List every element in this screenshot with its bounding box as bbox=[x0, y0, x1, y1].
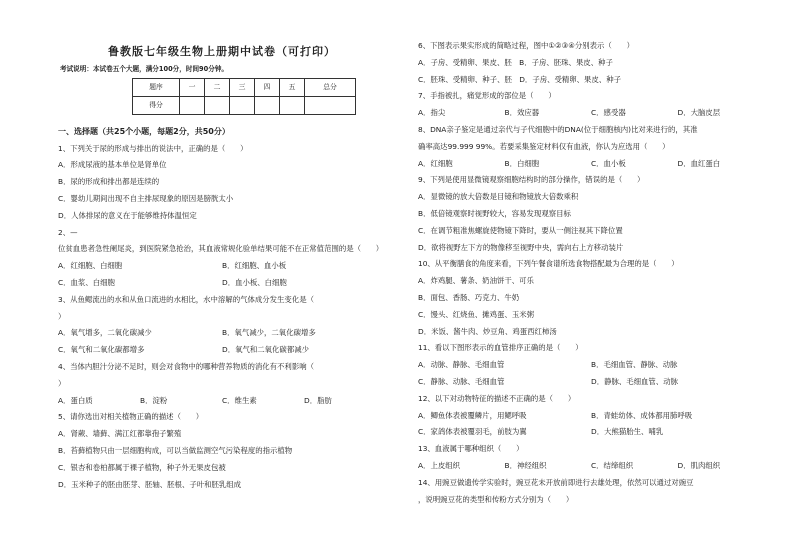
score-cell[interactable] bbox=[255, 96, 280, 114]
question-13-option-b: B．神经组织 bbox=[504, 460, 547, 470]
question-14: 14、用豌豆做遗传学实验时，豌豆花未开放前即进行去雄处理，依然可以通过对豌豆 bbox=[418, 477, 694, 487]
score-cell[interactable] bbox=[280, 96, 305, 114]
question-5-option-c: C．银杏和卷柏都属于裸子植物，种子外无果皮包被 bbox=[58, 462, 226, 472]
question-8-option-b: B．白细胞 bbox=[504, 158, 540, 168]
question-12-options-row bbox=[418, 408, 764, 425]
score-cell[interactable] bbox=[180, 96, 205, 114]
question-13-options-row bbox=[418, 458, 764, 475]
question-1-option-d: D．人体排尿的意义在于能够维持体温恒定 bbox=[58, 210, 197, 220]
question-7-option-b: B．效应器 bbox=[504, 108, 540, 118]
question-11-option-d: D．静脉、毛细血管、动脉 bbox=[591, 376, 678, 386]
question-13-option-d: D．肌肉组织 bbox=[677, 460, 721, 470]
question-13-option-c: C．结缔组织 bbox=[591, 460, 634, 470]
question-4-option-a: A．蛋白质 bbox=[58, 395, 93, 405]
question-2-options-row bbox=[58, 258, 386, 275]
question-8-option-d: D．血红蛋白 bbox=[677, 158, 721, 168]
question-7: 7、手指被扎，痛觉形成的部位是（ ） bbox=[418, 91, 556, 101]
question-12-options-row bbox=[418, 424, 764, 441]
question-2-stem: 位贫血患者急性阑尾炎，到医院紧急抢治，其血液常规化验单结果可能不在正常值范围的是（ ） bbox=[58, 244, 384, 254]
question-7-option-c: C．感受器 bbox=[591, 108, 626, 118]
question-10-option-a: A．炸鸡腿、薯条、奶油饼干、可乐 bbox=[418, 276, 534, 286]
question-11-options-row bbox=[418, 357, 764, 374]
question-2: 2、— bbox=[58, 227, 78, 237]
question-8-options-row bbox=[418, 156, 764, 173]
question-11-options-row bbox=[418, 374, 764, 391]
score-table-header-row bbox=[133, 79, 356, 97]
score-table-row bbox=[133, 96, 356, 114]
question-8: 8、DNA亲子鉴定是通过亲代与子代细胞中的DNA(位于细胞核内)比对来进行的，其准 bbox=[418, 124, 698, 134]
question-2-option-c: C．血浆、白细胞 bbox=[58, 277, 115, 287]
question-3: 3、从鱼鳃流出的水和从鱼口流进的水相比，水中溶解的气体成分发生变化是（ bbox=[58, 294, 314, 304]
question-4-option-d: D．脂肪 bbox=[304, 395, 332, 405]
question-10: 10、从平衡膳食的角度来看，下列午餐食谱所选食物搭配最为合理的是（ ） bbox=[418, 259, 679, 269]
question-3-options-row bbox=[58, 342, 386, 359]
question-2-options-row bbox=[58, 275, 386, 292]
question-4-option-c: C．维生素 bbox=[222, 395, 257, 405]
question-10-option-d: D．米饭、酱牛肉、炒豆角、鸡蛋西红柿汤 bbox=[418, 326, 557, 336]
question-3-options-row bbox=[58, 325, 386, 342]
question-4-options-row bbox=[58, 393, 386, 410]
score-row-label: 得分 bbox=[133, 96, 180, 114]
score-header-cell: 五 bbox=[280, 79, 305, 97]
right-column bbox=[418, 38, 764, 508]
question-9-option-d: D．欲将视野左下方的物像移至视野中央，需向右上方移动装片 bbox=[418, 242, 624, 252]
question-11: 11、看以下图形表示的血管排序正确的是（ ） bbox=[418, 343, 583, 353]
question-2-option-a: A．红细胞、白细胞 bbox=[58, 261, 123, 271]
question-4-end: ） bbox=[58, 378, 66, 388]
question-2-option-d: D．血小板、白细胞 bbox=[222, 277, 287, 287]
question-10-option-c: C．馒头、红烧鱼、摊鸡蛋、玉米粥 bbox=[418, 309, 535, 319]
question-9-option-a: A．显微镜的放大倍数是目镜和物镜放大倍数乘积 bbox=[418, 192, 579, 202]
score-cell[interactable] bbox=[205, 96, 230, 114]
question-2-option-b: B．红细胞、血小板 bbox=[222, 261, 287, 271]
question-12-option-d: D．大熊猫胎生、哺乳 bbox=[591, 427, 664, 437]
score-header-cell: 四 bbox=[255, 79, 280, 97]
question-8-option-c: C．血小板 bbox=[591, 158, 626, 168]
question-8-option-a: A．红细胞 bbox=[418, 158, 453, 168]
question-11-option-a: A．动脉、静脉、毛细血管 bbox=[418, 360, 505, 370]
question-13-option-a: A．上皮组织 bbox=[418, 460, 461, 470]
score-cell[interactable] bbox=[305, 96, 356, 114]
page-title: 鲁教版七年级生物上册期中试卷（可打印） bbox=[108, 45, 336, 58]
section-heading: 一、选择题（共25个小题，每题2分，共50分） bbox=[58, 126, 230, 136]
question-9: 9、下列是使用显微镜观察细胞结构时的部分操作，错误的是（ ） bbox=[418, 175, 645, 185]
question-8-cont: 确率高达99.999 99%。若要采集鉴定材料仅有血液，你认为应选用（ ） bbox=[418, 141, 670, 151]
question-6: 6、下图表示果实形成的简略过程，图中①②③④分别表示（ ） bbox=[418, 41, 634, 50]
question-11-option-b: B．毛细血管、静脉、动脉 bbox=[591, 360, 678, 370]
question-5-option-d: D．玉米种子的胚由胚芽、胚轴、胚根、子叶和胚乳组成 bbox=[58, 479, 242, 489]
score-header-cell: 三 bbox=[230, 79, 255, 97]
score-header-cell: 总分 bbox=[305, 79, 356, 97]
question-3-option-b: B．氧气减少，二氧化碳增多 bbox=[222, 328, 316, 338]
question-5-option-b: B．苔藓植物只由一层细胞构成，可以当做监测空气污染程度的指示植物 bbox=[58, 445, 293, 455]
exam-note: 考试说明：本试卷五个大题，满分100分，时间90分钟。 bbox=[60, 65, 229, 73]
question-4-option-b: B．淀粉 bbox=[140, 395, 168, 405]
question-5-option-a: A．肾蕨、墙藓、满江红都靠孢子繁殖 bbox=[58, 429, 182, 439]
question-1-option-c: C．婴幼儿期间出现不自主排尿现象的原因是膀胱太小 bbox=[58, 193, 234, 203]
question-3-end: ） bbox=[58, 311, 66, 321]
score-header-cell: 一 bbox=[180, 79, 205, 97]
question-3-option-d: D．氧气和二氧化碳都减少 bbox=[222, 345, 309, 355]
question-14-cont: ，说明豌豆花的类型和传粉方式分别为（ ） bbox=[418, 494, 574, 504]
score-cell[interactable] bbox=[230, 96, 255, 114]
question-6-options-ab: A．子房、受精卵、果皮、胚 B．子房、胚珠、果皮、种子 bbox=[418, 57, 613, 67]
question-6-options-cd: C．胚珠、受精卵、种子、胚 D．子房、受精卵、果皮、种子 bbox=[418, 74, 622, 84]
score-header-cell: 二 bbox=[205, 79, 230, 97]
score-table bbox=[132, 78, 356, 115]
question-10-option-b: B．面包、香肠、巧克力、牛奶 bbox=[418, 292, 520, 302]
question-13: 13、血液属于哪种组织（ ） bbox=[418, 444, 524, 454]
question-4: 4、当体内胆汁分泌不足时，则会对食物中的哪种营养物质的消化有不利影响（ bbox=[58, 361, 314, 371]
question-9-option-b: B．低倍镜观察时视野较大，容易发现观察目标 bbox=[418, 208, 571, 218]
question-12-option-c: C．家鸽体表被覆羽毛，前肢为翼 bbox=[418, 427, 527, 437]
score-header-cell: 题序 bbox=[133, 79, 180, 97]
question-12-option-a: A．鲫鱼体表被覆鳞片，用鳃呼吸 bbox=[418, 410, 527, 420]
question-1-option-a: A．形成尿液的基本单位是肾单位 bbox=[58, 160, 167, 170]
question-9-option-c: C．在调节粗准焦螺旋使物镜下降时，要从一侧注视其下降位置 bbox=[418, 225, 623, 235]
question-3-option-a: A．氧气增多，二氧化碳减少 bbox=[58, 328, 152, 338]
left-column bbox=[58, 0, 386, 493]
question-7-option-d: D．大脑皮层 bbox=[677, 108, 721, 118]
question-7-options-row bbox=[418, 105, 764, 122]
question-11-option-c: C．静脉、动脉、毛细血管 bbox=[418, 376, 505, 386]
question-3-option-c: C．氧气和二氧化碳都增多 bbox=[58, 345, 145, 355]
question-7-option-a: A．指尖 bbox=[418, 108, 446, 118]
question-12-option-b: B．青蛙幼体、成体都用肺呼吸 bbox=[591, 410, 693, 420]
question-1: 1、下列关于尿的形成与排出的说法中，正确的是（ ） bbox=[58, 143, 248, 153]
question-1-option-b: B．尿的形成和排出都是连续的 bbox=[58, 177, 160, 187]
question-12: 12、以下对动物特征的描述不正确的是（ ） bbox=[418, 393, 576, 403]
question-5: 5、请你选出对相关植物正确的描述（ ） bbox=[58, 412, 204, 422]
